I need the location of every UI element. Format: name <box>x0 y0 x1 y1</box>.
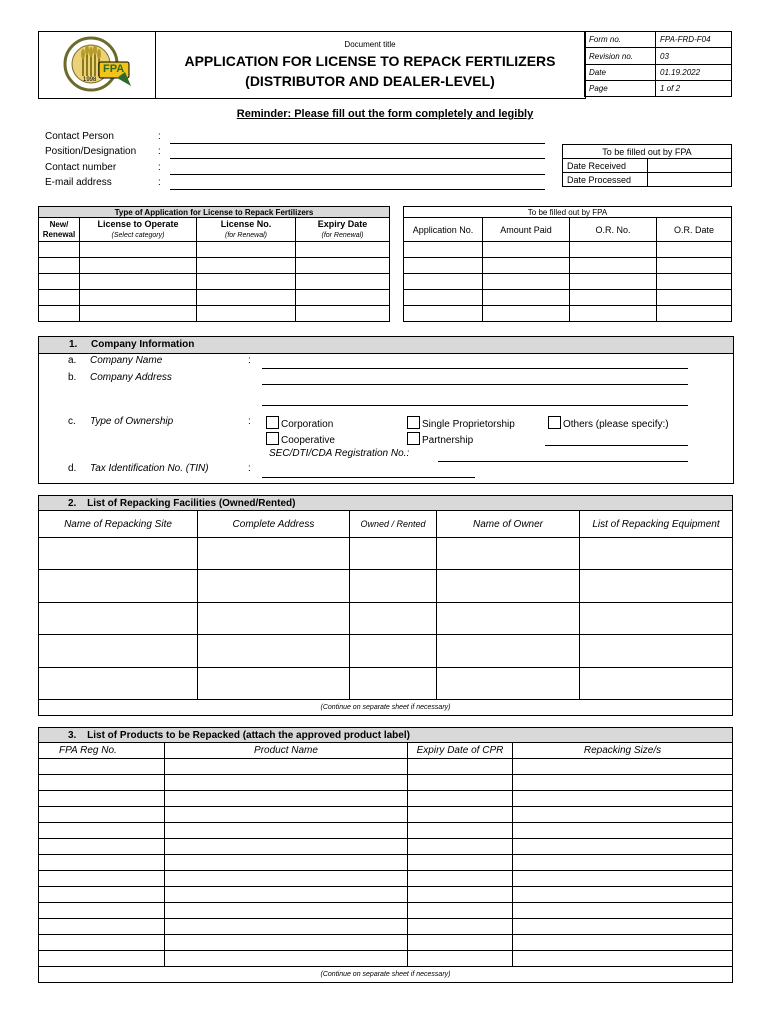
meta-value: FPA-FRD-F04 <box>656 32 732 48</box>
license-no-sub: (for Renewal) <box>224 231 267 239</box>
table-cell[interactable] <box>165 951 408 967</box>
table-cell[interactable] <box>513 807 733 823</box>
table-cell[interactable] <box>657 290 732 306</box>
table-cell[interactable] <box>198 570 350 603</box>
table-cell[interactable] <box>165 935 408 951</box>
table-cell[interactable] <box>408 951 513 967</box>
table-cell[interactable] <box>437 668 580 700</box>
table-cell[interactable] <box>408 887 513 903</box>
table-cell[interactable] <box>39 603 198 635</box>
type-table-title-text: Type of Application for License to Repack Fertilizers <box>114 207 314 217</box>
table-cell[interactable] <box>580 538 733 570</box>
table-cell[interactable] <box>198 635 350 668</box>
lto-header <box>80 218 197 242</box>
company-address-field-2[interactable] <box>262 405 688 406</box>
table-cell[interactable] <box>408 871 513 887</box>
position-field[interactable] <box>170 158 545 159</box>
address-header: Complete Address <box>198 511 350 538</box>
cooperative-label: Cooperative <box>281 435 335 446</box>
table-cell[interactable] <box>513 951 733 967</box>
letter-d: d. <box>68 463 77 474</box>
fpa-box-title: To be filled out by FPA <box>563 145 732 159</box>
table-cell[interactable] <box>165 919 408 935</box>
table-cell[interactable] <box>197 306 296 322</box>
owner-name-header: Name of Owner <box>437 511 580 538</box>
letter-b: b. <box>68 372 77 383</box>
table-cell[interactable] <box>80 258 197 274</box>
expiry-label: Expiry Date <box>317 218 368 229</box>
contact-person-label: Contact Person <box>45 131 114 142</box>
expiry-sub: (for Renewal) <box>321 231 364 239</box>
colon: : <box>248 355 251 366</box>
table-cell[interactable] <box>39 855 165 871</box>
table-cell[interactable] <box>408 855 513 871</box>
date-received-field[interactable] <box>648 159 732 173</box>
or-date-header: O.R. Date <box>657 218 732 242</box>
table-cell[interactable] <box>39 791 165 807</box>
table-cell[interactable] <box>39 823 165 839</box>
table-cell[interactable] <box>39 903 165 919</box>
table-cell[interactable] <box>39 635 198 668</box>
table-cell[interactable] <box>39 775 165 791</box>
fpa-date-box <box>562 144 732 187</box>
table-cell[interactable] <box>437 538 580 570</box>
others-label: Others (please specify:) <box>563 419 669 430</box>
fpa-table-title: To be filled out by FPA <box>404 207 732 218</box>
type-application-table <box>38 206 390 322</box>
table-cell[interactable] <box>165 871 408 887</box>
table-cell[interactable] <box>350 570 437 603</box>
owned-rented-header: Owned / Rented <box>350 511 437 538</box>
table-cell[interactable] <box>513 775 733 791</box>
letter-a: a. <box>68 355 77 366</box>
meta-value: 01.19.2022 <box>656 65 732 81</box>
expiry-header <box>296 218 390 242</box>
sec-registration-field[interactable] <box>438 461 688 462</box>
table-cell[interactable] <box>165 807 408 823</box>
table-cell[interactable] <box>408 935 513 951</box>
meta-label: Form no. <box>585 32 656 48</box>
sec-registration-label: SEC/DTI/CDA Registration No.: <box>269 448 410 459</box>
lto-label: License to Operate <box>97 218 179 229</box>
site-name-header: Name of Repacking Site <box>39 511 198 538</box>
table-cell[interactable] <box>483 306 570 322</box>
section3-num: 3. <box>68 729 77 741</box>
ownership-label: Type of Ownership <box>90 416 174 427</box>
cooperative-option[interactable] <box>266 432 335 446</box>
title-line-1: APPLICATION FOR LICENSE TO REPACK FERTILIZERS <box>184 53 556 69</box>
table-cell[interactable] <box>165 791 408 807</box>
table-cell[interactable] <box>408 759 513 775</box>
table-cell[interactable] <box>513 791 733 807</box>
colon: : <box>158 162 161 173</box>
product-name-header: Product Name <box>165 743 408 759</box>
table-cell[interactable] <box>437 603 580 635</box>
header-box <box>38 31 586 99</box>
tin-field[interactable] <box>262 477 475 478</box>
table-cell[interactable] <box>404 274 483 290</box>
table-cell[interactable] <box>513 855 733 871</box>
doc-title-label: Document title <box>344 40 396 49</box>
colon: : <box>248 416 251 427</box>
section3-header <box>39 728 733 743</box>
others-specify-field[interactable] <box>545 445 688 446</box>
table-cell[interactable] <box>570 274 657 290</box>
table-cell[interactable] <box>513 823 733 839</box>
table-cell[interactable] <box>408 791 513 807</box>
new-label: New/ <box>49 219 69 229</box>
email-field[interactable] <box>170 189 545 190</box>
table-cell[interactable] <box>39 919 165 935</box>
table-cell[interactable] <box>198 603 350 635</box>
table-cell[interactable] <box>483 290 570 306</box>
table-cell[interactable] <box>657 242 732 258</box>
table-cell[interactable] <box>165 855 408 871</box>
repacking-size-header: Repacking Size/s <box>513 743 733 759</box>
table-cell[interactable] <box>80 306 197 322</box>
renewal-label: Renewal <box>42 229 76 239</box>
table-cell[interactable] <box>570 290 657 306</box>
table-cell[interactable] <box>350 635 437 668</box>
logo-text: FPA <box>103 63 125 75</box>
table-cell[interactable] <box>513 759 733 775</box>
table-cell[interactable] <box>350 603 437 635</box>
table-cell[interactable] <box>404 242 483 258</box>
section2-footer: (Continue on separate sheet if necessary) <box>39 700 733 716</box>
table-cell[interactable] <box>437 635 580 668</box>
date-received-label: Date Received <box>563 159 648 173</box>
table-cell[interactable] <box>513 887 733 903</box>
logo-year: 1998 <box>83 77 97 83</box>
company-name-label: Company Name <box>90 355 163 366</box>
company-address-field-1[interactable] <box>262 384 688 385</box>
date-processed-field[interactable] <box>648 173 732 187</box>
lto-sub: (Select category) <box>111 231 165 239</box>
table-cell[interactable] <box>350 538 437 570</box>
table-cell[interactable] <box>296 306 390 322</box>
section2-title: List of Repacking Facilities (Owned/Rented) <box>87 497 296 509</box>
table-cell[interactable] <box>80 290 197 306</box>
amount-paid-header: Amount Paid <box>483 218 570 242</box>
single-proprietorship-checkbox[interactable] <box>407 416 420 429</box>
table-cell[interactable] <box>296 290 390 306</box>
table-cell[interactable] <box>39 935 165 951</box>
table-cell[interactable] <box>39 839 165 855</box>
reminder-text: Reminder: Please fill out the form completely and legibly <box>236 108 534 120</box>
products-table <box>38 727 733 983</box>
position-label: Position/Designation <box>45 146 137 157</box>
company-name-field[interactable] <box>262 368 688 369</box>
table-cell[interactable] <box>570 242 657 258</box>
company-address-label: Company Address <box>90 372 172 383</box>
section2-num: 2. <box>68 497 77 509</box>
meta-value: 03 <box>656 48 732 65</box>
section2-header <box>39 496 733 511</box>
table-cell[interactable] <box>404 306 483 322</box>
table-cell[interactable] <box>165 903 408 919</box>
colon: : <box>158 177 161 188</box>
corporation-checkbox[interactable] <box>266 416 279 429</box>
table-cell[interactable] <box>570 306 657 322</box>
table-cell[interactable] <box>165 775 408 791</box>
table-cell[interactable] <box>580 635 733 668</box>
contact-person-field[interactable] <box>170 143 545 144</box>
date-processed-label: Date Processed <box>563 173 648 187</box>
section1-header <box>39 337 733 354</box>
table-cell[interactable] <box>296 274 390 290</box>
meta-label: Page <box>585 81 656 97</box>
table-cell[interactable] <box>39 570 198 603</box>
cooperative-checkbox[interactable] <box>266 432 279 445</box>
table-cell[interactable] <box>39 538 198 570</box>
meta-value: 1 of 2 <box>656 81 732 97</box>
partnership-option[interactable] <box>407 432 473 446</box>
table-cell[interactable] <box>483 274 570 290</box>
section3-footer: (Continue on separate sheet if necessary) <box>39 967 733 983</box>
table-cell[interactable] <box>408 903 513 919</box>
section1-num: 1. <box>69 339 78 350</box>
table-cell[interactable] <box>296 258 390 274</box>
table-cell[interactable] <box>39 759 165 775</box>
table-cell[interactable] <box>165 823 408 839</box>
table-cell[interactable] <box>408 919 513 935</box>
table-cell[interactable] <box>513 839 733 855</box>
or-no-header: O.R. No. <box>570 218 657 242</box>
table-cell[interactable] <box>513 903 733 919</box>
single-proprietorship-option[interactable] <box>407 416 515 430</box>
table-cell[interactable] <box>39 242 80 258</box>
tin-label: Tax Identification No. (TIN) <box>90 463 209 474</box>
table-cell[interactable] <box>197 242 296 258</box>
cpr-expiry-header: Expiry Date of CPR <box>408 743 513 759</box>
meta-label: Revision no. <box>585 48 656 65</box>
application-no-header: Application No. <box>404 218 483 242</box>
table-cell[interactable] <box>483 242 570 258</box>
meta-label: Date <box>585 65 656 81</box>
table-cell[interactable] <box>80 274 197 290</box>
table-cell[interactable] <box>39 668 198 700</box>
table-cell[interactable] <box>165 887 408 903</box>
table-cell[interactable] <box>197 290 296 306</box>
corporation-option[interactable] <box>266 416 333 430</box>
table-cell[interactable] <box>197 258 296 274</box>
table-cell[interactable] <box>39 887 165 903</box>
license-no-header <box>197 218 296 242</box>
others-option[interactable] <box>548 416 669 430</box>
table-cell[interactable] <box>165 759 408 775</box>
table-cell[interactable] <box>483 258 570 274</box>
table-cell[interactable] <box>657 306 732 322</box>
table-cell[interactable] <box>350 668 437 700</box>
license-no-label: License No. <box>220 218 272 229</box>
table-cell[interactable] <box>570 258 657 274</box>
table-cell[interactable] <box>39 258 80 274</box>
table-cell[interactable] <box>408 775 513 791</box>
repacking-facilities-table <box>38 495 733 716</box>
table-cell[interactable] <box>165 839 408 855</box>
table-cell[interactable] <box>39 290 80 306</box>
table-cell[interactable] <box>657 258 732 274</box>
table-cell[interactable] <box>513 935 733 951</box>
table-cell[interactable] <box>198 538 350 570</box>
table-cell[interactable] <box>408 807 513 823</box>
contact-number-field[interactable] <box>170 174 545 175</box>
logo-cell <box>39 32 156 98</box>
title-line-2: (DISTRIBUTOR AND DEALER-LEVEL) <box>245 73 495 89</box>
section3-title: List of Products to be Repacked (attach the approved product label) <box>87 729 410 741</box>
table-cell[interactable] <box>513 871 733 887</box>
table-cell[interactable] <box>580 603 733 635</box>
table-cell[interactable] <box>513 919 733 935</box>
table-cell[interactable] <box>408 839 513 855</box>
table-cell[interactable] <box>197 274 296 290</box>
table-cell[interactable] <box>404 258 483 274</box>
type-table-title <box>39 207 390 218</box>
table-cell[interactable] <box>39 306 80 322</box>
table-cell[interactable] <box>657 274 732 290</box>
fpa-payment-table <box>403 206 732 322</box>
partnership-checkbox[interactable] <box>407 432 420 445</box>
table-cell[interactable] <box>437 570 580 603</box>
colon: : <box>248 463 251 474</box>
equipment-header: List of Repacking Equipment <box>580 511 733 538</box>
table-cell[interactable] <box>39 807 165 823</box>
fpa-reg-header: FPA Reg No. <box>39 743 165 759</box>
table-cell[interactable] <box>39 274 80 290</box>
table-cell[interactable] <box>296 242 390 258</box>
new-renewal-header <box>39 218 80 242</box>
others-checkbox[interactable] <box>548 416 561 429</box>
fpa-logo-icon <box>39 32 155 98</box>
table-cell[interactable] <box>408 823 513 839</box>
table-cell[interactable] <box>80 242 197 258</box>
table-cell[interactable] <box>404 290 483 306</box>
contact-number-label: Contact number <box>45 162 117 173</box>
email-label: E-mail address <box>45 177 112 188</box>
table-cell[interactable] <box>580 570 733 603</box>
section1-title: Company Information <box>91 339 195 350</box>
colon: : <box>158 131 161 142</box>
single-proprietorship-label: Single Proprietorship <box>422 419 515 430</box>
partnership-label: Partnership <box>422 435 474 446</box>
table-cell[interactable] <box>198 668 350 700</box>
meta-table <box>584 31 732 97</box>
letter-c: c. <box>68 416 76 427</box>
colon: : <box>158 146 161 157</box>
table-cell[interactable] <box>580 668 733 700</box>
corporation-label: Corporation <box>281 419 334 430</box>
table-cell[interactable] <box>39 951 165 967</box>
table-cell[interactable] <box>39 871 165 887</box>
